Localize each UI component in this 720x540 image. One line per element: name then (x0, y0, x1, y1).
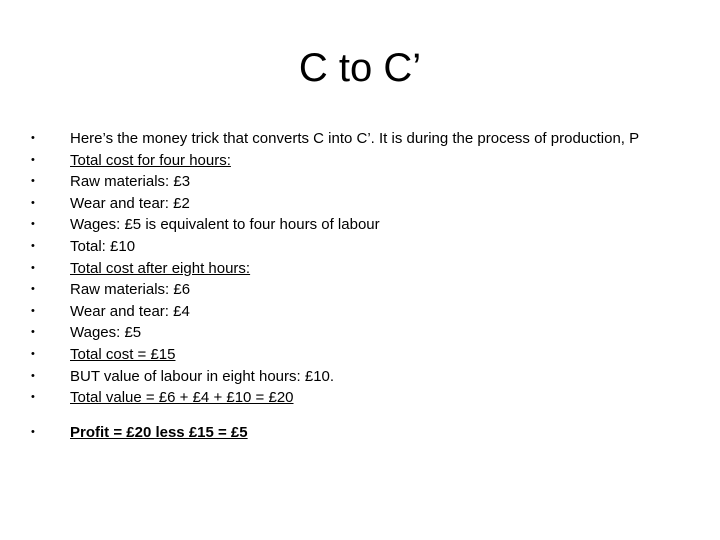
bullet-text-profit: Profit = £20 less £15 = £5 (70, 423, 248, 441)
bullet-icon: • (31, 153, 35, 166)
bullet-icon: • (31, 369, 35, 382)
bullet-item-profit (28, 422, 668, 444)
bullet-text: Raw materials: £3 (70, 173, 191, 191)
bullet-text: Total: £10 (70, 237, 136, 255)
bullet-text: BUT value of labour in eight hours: £10. (70, 367, 335, 385)
bullet-item (28, 301, 668, 323)
bullet-item (28, 236, 668, 258)
bullet-list (28, 128, 668, 443)
bullet-item (28, 214, 668, 236)
bullet-icon: • (31, 261, 35, 274)
bullet-item (28, 258, 668, 280)
bullet-icon: • (31, 132, 35, 144)
bullet-item (28, 322, 668, 344)
bullet-item (28, 171, 668, 193)
bullet-item (28, 344, 668, 366)
bullet-item (28, 366, 668, 388)
bullet-icon: • (31, 391, 35, 404)
bullet-icon: • (31, 175, 35, 188)
bullet-text: Raw materials: £6 (70, 281, 191, 299)
bullet-item (28, 279, 668, 301)
bullet-icon: • (31, 196, 35, 209)
bullet-text: Wear and tear: £2 (70, 194, 190, 212)
bullet-text-total-value: Total value = £6 + £4 + £10 = £20 (70, 389, 294, 407)
bullet-text: Wages: £5 (70, 324, 142, 342)
bullet-icon: • (31, 425, 35, 438)
slide-title: C to C’ (298, 46, 422, 90)
bullet-text-heading: Total cost after eight hours: (70, 259, 251, 277)
bullet-icon: • (31, 326, 35, 339)
bullet-icon: • (31, 239, 35, 252)
bullet-item (28, 193, 668, 215)
bullet-text: Wear and tear: £4 (70, 302, 190, 320)
bullet-icon: • (31, 218, 35, 231)
bullet-text-heading: Total cost for four hours: (70, 151, 231, 169)
bullet-icon: • (31, 347, 35, 360)
bullet-icon: • (31, 304, 35, 317)
bullet-text: Wages: £5 is equivalent to four hours of labour (70, 216, 380, 234)
bullet-text-total-cost: Total cost = £15 (70, 345, 176, 363)
bullet-item (28, 128, 668, 150)
bullet-icon: • (31, 283, 35, 296)
bullet-item (28, 150, 668, 172)
bullet-text: Here’s the money trick that converts C into C’. It is during the process of production, P (70, 130, 640, 147)
bullet-item (28, 387, 668, 409)
